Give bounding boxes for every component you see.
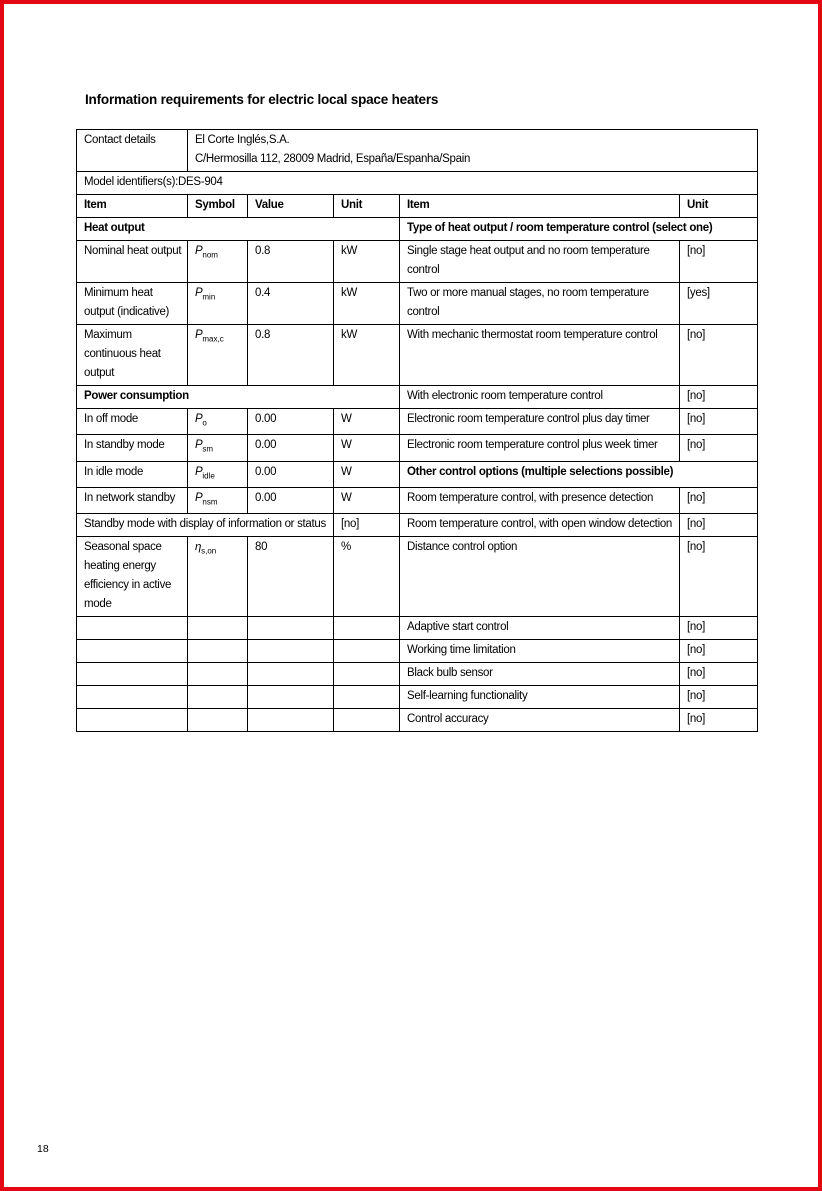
symbol: P — [195, 287, 203, 299]
table-cell — [77, 663, 188, 686]
column-header: Item — [77, 195, 188, 218]
table-cell — [248, 709, 334, 732]
table-cell — [188, 617, 248, 640]
symbol-subscript: nom — [202, 250, 218, 260]
symbol: P — [195, 329, 203, 341]
page-number: 18 — [37, 1143, 49, 1155]
symbol: P — [195, 245, 203, 257]
table-row — [77, 709, 758, 732]
section-heading-power-consumption: Power consumption — [77, 386, 400, 409]
table-row — [77, 487, 758, 513]
table-cell: [no] — [680, 386, 758, 409]
table-cell — [77, 640, 188, 663]
symbol: P — [195, 465, 203, 478]
table-cell — [248, 663, 334, 686]
table-cell: kW — [334, 325, 400, 386]
section-heading-heat-output: Heat output — [77, 218, 400, 241]
table-cell: [no] — [680, 409, 758, 435]
table-cell: 0.00 — [248, 409, 334, 435]
contact-details-value — [188, 130, 758, 172]
table-cell: [no] — [680, 537, 758, 617]
table-row — [77, 640, 758, 663]
table-row — [77, 130, 758, 172]
table-cell: [no] — [680, 663, 758, 686]
table-cell: W — [334, 487, 400, 513]
table-cell: Electronic room temperature control plus day timer — [400, 409, 680, 435]
symbol: P — [195, 413, 203, 425]
table-cell: Control accuracy — [400, 709, 680, 732]
table-cell: 0.8 — [248, 241, 334, 283]
table-cell: Single stage heat output and no room temperature control — [400, 241, 680, 283]
column-header: Value — [248, 195, 334, 218]
symbol-subscript: max,c — [202, 334, 224, 344]
symbol: P — [195, 491, 203, 504]
model-identifier: Model identifiers(s):DES-904 — [77, 172, 758, 195]
table-cell: 0.8 — [248, 325, 334, 386]
section-heading-other-options: Other control options (multiple selections possible) — [400, 461, 758, 487]
table-cell: Two or more manual stages, no room temperature control — [400, 283, 680, 325]
symbol-subscript: nsm — [202, 497, 218, 507]
table-cell — [188, 283, 248, 325]
table-cell — [188, 487, 248, 513]
page-title: Information requirements for electric local space heaters — [85, 92, 439, 107]
table-cell — [77, 686, 188, 709]
table-cell — [77, 709, 188, 732]
table-row — [77, 325, 758, 386]
column-header: Symbol — [188, 195, 248, 218]
table-cell: [no] — [680, 514, 758, 537]
info-requirements-table — [76, 129, 758, 732]
table-cell: Working time limitation — [400, 640, 680, 663]
table-row — [77, 195, 758, 218]
table-cell: In idle mode — [77, 461, 188, 487]
table-cell — [334, 617, 400, 640]
table-cell — [188, 325, 248, 386]
table-row — [77, 537, 758, 617]
table-cell: Self-learning functionality — [400, 686, 680, 709]
table-cell — [334, 640, 400, 663]
table-cell — [188, 435, 248, 461]
table-cell: Seasonal space heating energy efficiency in active mode — [77, 537, 188, 617]
table-cell: With electronic room temperature control — [400, 386, 680, 409]
table-cell: In standby mode — [77, 435, 188, 461]
table-cell: 0.00 — [248, 461, 334, 487]
table-cell — [334, 709, 400, 732]
table-cell: % — [334, 537, 400, 617]
table-row — [77, 283, 758, 325]
table-cell — [77, 617, 188, 640]
table-cell — [188, 537, 248, 617]
table-row — [77, 686, 758, 709]
column-header: Unit — [334, 195, 400, 218]
table-cell: kW — [334, 283, 400, 325]
table-cell: With mechanic thermostat room temperature control — [400, 325, 680, 386]
symbol-subscript: idle — [202, 470, 215, 480]
table-cell — [188, 640, 248, 663]
table-cell — [188, 709, 248, 732]
table-cell: In network standby — [77, 487, 188, 513]
text-line: El Corte Inglés,S.A. — [195, 134, 290, 146]
symbol: η — [195, 541, 202, 554]
table-cell: [no] — [680, 435, 758, 461]
table-row — [77, 514, 758, 537]
table-cell: Nominal heat output — [77, 241, 188, 283]
table-row — [77, 617, 758, 640]
table-cell — [188, 663, 248, 686]
table-cell: [no] — [680, 709, 758, 732]
table-cell: 0.00 — [248, 435, 334, 461]
table-cell: [yes] — [680, 283, 758, 325]
symbol-subscript: o — [202, 418, 207, 428]
table-cell — [188, 241, 248, 283]
symbol-subscript: sm — [202, 444, 214, 454]
table-cell: Room temperature control, with presence detection — [400, 487, 680, 513]
table-cell: 0.00 — [248, 487, 334, 513]
table-cell: [no] — [680, 241, 758, 283]
table-cell — [188, 409, 248, 435]
table-cell — [188, 686, 248, 709]
column-header: Unit — [680, 195, 758, 218]
symbol-subscript: min — [202, 292, 216, 302]
table-row — [77, 218, 758, 241]
table-cell: Distance control option — [400, 537, 680, 617]
table-cell: 0.4 — [248, 283, 334, 325]
table-cell — [334, 663, 400, 686]
table-cell: [no] — [680, 686, 758, 709]
table-cell: [no] — [680, 487, 758, 513]
info-table-body — [77, 130, 758, 732]
table-cell: [no] — [680, 640, 758, 663]
table-cell: W — [334, 461, 400, 487]
table-row — [77, 241, 758, 283]
table-cell — [334, 686, 400, 709]
table-cell: Minimum heat output (indicative) — [77, 283, 188, 325]
table-cell: kW — [334, 241, 400, 283]
table-cell: [no] — [680, 617, 758, 640]
table-row — [77, 435, 758, 461]
table-cell: W — [334, 435, 400, 461]
table-cell: Adaptive start control — [400, 617, 680, 640]
table-cell: [no] — [680, 325, 758, 386]
table-cell: Black bulb sensor — [400, 663, 680, 686]
table-cell: 80 — [248, 537, 334, 617]
table-cell: [no] — [334, 514, 400, 537]
text-line: C/Hermosilla 112, 28009 Madrid, España/Espanha/Spain — [195, 153, 471, 165]
table-cell: Room temperature control, with open window detection — [400, 514, 680, 537]
section-heading-control-type: Type of heat output / room temperature control (select one) — [400, 218, 758, 241]
table-row — [77, 461, 758, 487]
column-header: Item — [400, 195, 680, 218]
contact-details-label: Contact details — [77, 130, 188, 172]
table-cell: In off mode — [77, 409, 188, 435]
table-cell — [248, 686, 334, 709]
table-cell: W — [334, 409, 400, 435]
table-cell: Electronic room temperature control plus week timer — [400, 435, 680, 461]
table-row — [77, 663, 758, 686]
symbol-subscript: s,on — [201, 546, 217, 556]
symbol: P — [195, 439, 203, 452]
table-cell — [188, 461, 248, 487]
table-row — [77, 172, 758, 195]
table-row — [77, 386, 758, 409]
table-cell: Maximum continuous heat output — [77, 325, 188, 386]
table-row — [77, 409, 758, 435]
table-cell: Standby mode with display of information or status — [77, 514, 334, 537]
table-cell — [248, 617, 334, 640]
table-cell — [248, 640, 334, 663]
